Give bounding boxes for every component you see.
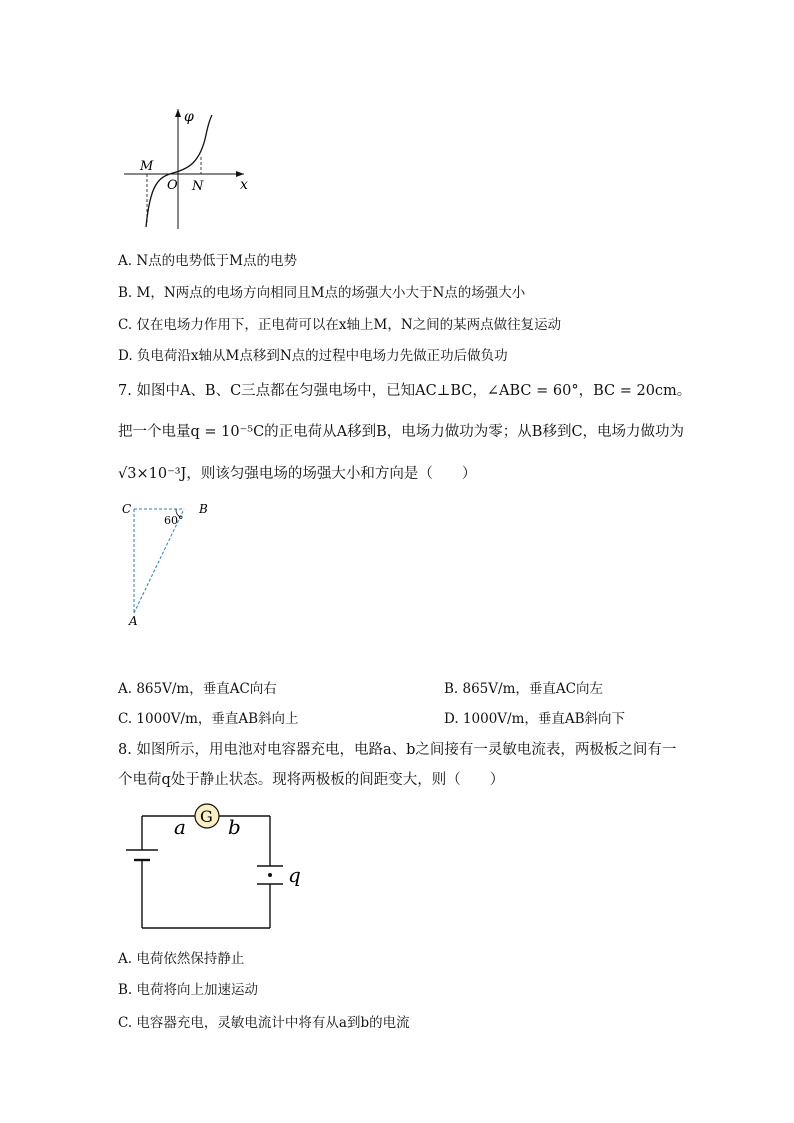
q8-option-c: C. 电容器充电，灵敏电流计中将有从a到b的电流: [118, 1015, 410, 1031]
q6-option-a: A. N点的电势低于M点的电势: [118, 253, 297, 269]
potential-graph: [118, 105, 258, 235]
m-label: M: [140, 159, 154, 174]
q8-stem-line1: 8. 如图所示，用电池对电容器充电，电路a、b之间接有一灵敏电流表，两极板之间有一: [118, 742, 677, 758]
q7-stem-line2: 把一个电量q = 10⁻⁵C的正电荷从A移到B，电场力做功为零；从B移到C，电场力做功为: [118, 424, 685, 440]
q6-option-c: C. 仅在电场力作用下，正电荷可以在x轴上M，N之间的某两点做往复运动: [118, 317, 562, 333]
phi-label: φ: [184, 109, 194, 125]
q7-option-a: A. 865V/m，垂直AC向右: [118, 681, 277, 697]
angle-60-label: 60°: [164, 514, 184, 527]
x-axis-label: x: [240, 177, 248, 193]
q7-stem-line3: √3×10⁻³J，则该匀强电场的场强大小和方向是（ ）: [118, 466, 477, 482]
origin-label: O: [167, 178, 178, 193]
q7-option-b: B. 865V/m，垂直AC向左: [444, 681, 603, 697]
q8-option-a: A. 电荷依然保持静止: [118, 951, 245, 967]
q8-option-b: B. 电荷将向上加速运动: [118, 982, 259, 998]
galvanometer-label: G: [200, 807, 213, 826]
triangle-abc-diagram: [120, 497, 220, 632]
q6-option-b: B. M，N两点的电场方向相同且M点的场强大小大于N点的场强大小: [118, 285, 526, 301]
terminal-b-label: b: [228, 815, 241, 839]
q7-stem-line1: 7. 如图中A、B、C三点都在匀强电场中，已知AC⊥BC，∠ABC = 60°，BC = 20cm。: [118, 383, 692, 399]
a-point-label: A: [129, 614, 138, 628]
potential-curve: [146, 115, 212, 227]
terminal-a-label: a: [174, 815, 186, 839]
q7-option-d: D. 1000V/m，垂直AB斜向下: [444, 711, 626, 727]
charge-q-dot: [268, 873, 272, 877]
b-point-label: B: [199, 502, 208, 516]
q6-option-d: D. 负电荷沿x轴从M点移到N点的过程中电场力先做正功后做负功: [118, 348, 508, 364]
capacitor-circuit-diagram: [120, 800, 320, 930]
q8-stem-line2: 个电荷q处于静止状态。现将两极板的间距变大，则（ ）: [118, 772, 505, 788]
charge-q-label: q: [288, 863, 301, 887]
q7-option-c: C. 1000V/m，垂直AB斜向上: [118, 711, 299, 727]
c-point-label: C: [122, 502, 132, 516]
n-label: N: [192, 179, 204, 194]
